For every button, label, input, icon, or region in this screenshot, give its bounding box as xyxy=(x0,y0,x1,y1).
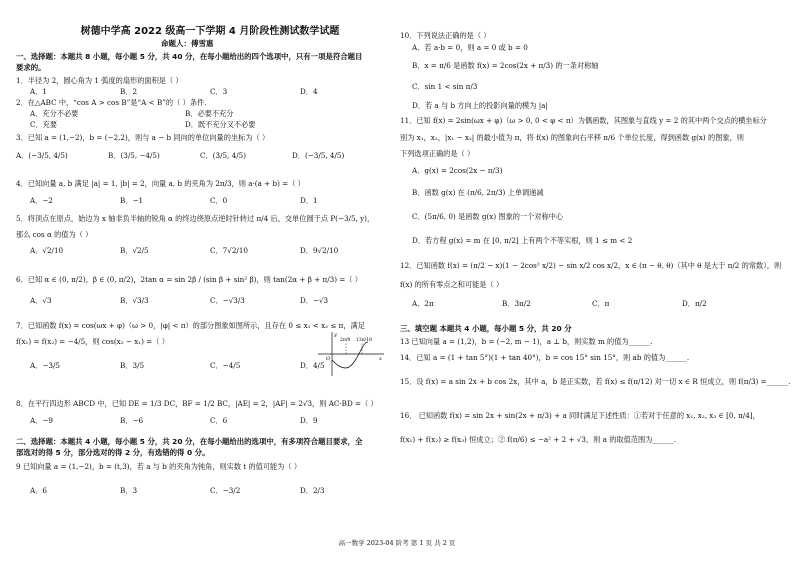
question-2-options-row2 xyxy=(30,121,255,129)
option: D．4/5 xyxy=(300,361,325,370)
question-12-options xyxy=(412,300,707,308)
option: A．−9 xyxy=(30,416,53,425)
option: D．2/3 xyxy=(300,486,325,495)
option: C．−√3/3 xyxy=(210,296,245,305)
option: B．−1 xyxy=(120,196,144,205)
question-10-option-b: B．x = π/6 是函数 f(x) = 2cos(2x + π/3) 的一条对称轴 xyxy=(412,61,599,70)
option: B．√2/5 xyxy=(120,246,149,255)
option: C．3 xyxy=(210,87,228,96)
question-16: 16． 已知函数 f(x) = sin 2x + sin(2x + π/3) + a 同时满足下述性质：①若对于任意的 x₁, x₂, x₃ ∈ [0, π/4]， xyxy=(400,411,760,420)
option: B．3/5 xyxy=(120,361,145,370)
question-11-option-b: B．函数 g(x) 在 (π/6, 2π/3) 上单调递减 xyxy=(412,188,544,197)
option: C．0 xyxy=(210,196,228,205)
option: B．3 xyxy=(120,486,138,495)
section1-heading: 一、选择题：本题共 8 小题，每小题 5 分，共 40 分，在每小题给出的四个选项中，只有一项是符合题目 xyxy=(16,52,363,61)
question-1-options xyxy=(30,88,318,96)
option: D．4 xyxy=(300,87,318,96)
question-7-options xyxy=(30,362,325,370)
question-9-options xyxy=(30,487,325,495)
question-6-options xyxy=(30,297,328,305)
page-footer: 高一数学 2023-04 阶考 第 1 页 共 2 页 xyxy=(338,539,456,547)
question-5-options xyxy=(30,247,338,255)
question-9: 9 已知向量 a = (1,−2)，b = (t,3)，若 a 与 b 的夹角为钝角，则实数 t 的值可能为（ ） xyxy=(16,462,302,471)
question-11-option-c: C．(5π/6, 0) 是函数 g(x) 图象的一个对称中心 xyxy=(412,212,564,221)
option: A．充分不必要 xyxy=(30,109,79,118)
question-15: 15．设 f(x) = a sin 2x + b cos 2x，其中 a，b 是正实数，若 f(x) ≤ f(π/12) 对一切 x ∈ R 恒成立，则 f(π/3) =______. xyxy=(400,377,791,386)
graph-tick-label: 2π/9 xyxy=(340,338,351,343)
option: A．2π xyxy=(412,299,434,308)
question-5: 5．将顶点在原点，始边为 x 轴非负半轴的锐角 α 的终边绕原点逆时针转过 π/4 后，交单位圆于点 P(−3/5, y)， xyxy=(16,214,375,223)
option: D．(−3/5, 4/5) xyxy=(292,151,345,160)
question-5-line2: 那么 cos α 的值为（ ） xyxy=(16,230,93,239)
question-7: 7．已知函数 f(x) = cos(ωx + φ)（ω > 0，|φ| < π）的部分图象如图所示，且存在 0 ≤ x₁ < x₂ ≤ π，满足 xyxy=(16,321,365,330)
section2-heading: 二、选择题：本题共 4 小题，每小题 5 分，共 20 分，在每小题给出的选项中，有多项符合题目要求，全 xyxy=(16,437,363,446)
section3-heading: 三、填空题 本题共 4 小题，每小题 5 分，共 20 分 xyxy=(400,324,572,333)
question-11: 11．已知 f(x) = 2sin(ωx + φ)（ω > 0, 0 < φ < π）为偶函数，其图象与直线 y = 2 的其中两个交点的横坐标分 xyxy=(400,116,767,125)
option: D．9 xyxy=(300,416,318,425)
option: A．1 xyxy=(30,87,47,96)
question-6: 6．已知 α ∈ (0, π/2)，β ∈ (0, π/2)，2tan α = sin 2β / (sin β + sin² β)，则 tan(2α + β + π/3) =（ ） xyxy=(16,275,362,284)
option: A．√2/10 xyxy=(30,246,64,255)
option: B．2 xyxy=(120,87,138,96)
option: C．7√2/10 xyxy=(210,246,248,255)
question-3: 3．已知 a = (1,−2)，b = (−2,2)，则与 a − b 同向的单位向量的坐标为（ ） xyxy=(16,133,270,142)
option: B．必要不充分 xyxy=(185,109,234,118)
question-1: 1．半径为 2，圆心角为 1 弧度的扇形的面积是（ ） xyxy=(16,76,183,85)
question-11-option-d: D．若方程 g(x) = m 在 [0, π/2] 上有两个不等实根，则 1 ≤ m < 2 xyxy=(412,236,633,245)
option: D．既不充分又不必要 xyxy=(185,120,256,129)
option: C．−3/2 xyxy=(210,486,241,495)
option: B．−6 xyxy=(120,416,144,425)
question-12: 12．已知函数 f(x) = (π/2 − x)(1 − 2cos² x/2) − sin x/2 cos x/2，x ∈ (π − θ, θ)（其中 θ 是大于 π/2 的常数），则 xyxy=(400,261,782,270)
graph-x-label: x xyxy=(379,356,382,362)
section2-heading-line2: 部选对的得 5 分，部分选对的得 2 分，有选错的得 0 分。 xyxy=(16,448,210,457)
question-13: 13 已知向量 a = (1,2)，b = (−2, m − 1)，a ⊥ b，则实数 m 的值为______. xyxy=(400,337,653,346)
option: C．6 xyxy=(210,416,228,425)
question-3-options xyxy=(16,152,344,160)
option: A．−2 xyxy=(30,196,53,205)
graph-y-label: y xyxy=(334,332,337,338)
question-10-option-d: D．若 a 与 b 方向上的投影向量的模为 |a| xyxy=(412,101,548,110)
question-12-line2: f(x) 的所有零点之和可能是（ ） xyxy=(400,280,504,289)
option: C．(3/5, 4/5) xyxy=(200,151,246,160)
cosine-curve xyxy=(332,342,368,368)
question-11-option-a: A．g(x) = 2cos(2x − π/3) xyxy=(412,166,503,175)
option: A．−3/5 xyxy=(30,361,60,370)
option: B．√3/3 xyxy=(120,296,149,305)
option: A．√3 xyxy=(30,296,52,305)
question-4: 4．已知向量 a, b 满足 |a| = 1, |b| = 2，向量 a, b 的夹角为 2π/3，则 a·(a + b) =（ ） xyxy=(16,179,305,188)
question-8-options xyxy=(30,417,318,425)
cosine-graph-figure xyxy=(316,330,386,378)
section1-heading-line2: 要求的。 xyxy=(16,63,46,72)
graph-tick-label: 13π/18 xyxy=(356,338,372,343)
question-4-options xyxy=(30,197,318,205)
option: D．−√3 xyxy=(300,296,329,305)
option: C．π xyxy=(592,299,610,308)
option: C．充要 xyxy=(30,120,58,129)
option: D．9√2/10 xyxy=(300,246,339,255)
option: B．3π/2 xyxy=(502,299,531,308)
option: B．(3/5, −4/5) xyxy=(108,151,160,160)
option: D．1 xyxy=(300,196,318,205)
question-11-line3: 下列选项正确的是（ ） xyxy=(400,149,475,158)
question-14: 14．已知 a = (1 + tan 5°)(1 + tan 40°)，b = cos 15° sin 15°，则 ab 的值为______. xyxy=(400,353,690,362)
option: D．π/2 xyxy=(682,299,707,308)
question-8: 8．在平行四边形 ABCD 中，已知 DE = 1/3 DC，BF = 1/2 BC，|AE| = 2，|AF| = 2√3，则 AC·BD =（ ） xyxy=(16,399,378,408)
question-2-options-row1 xyxy=(30,110,233,118)
question-7-line2: f(x₁) = f(x₂) = −4/5，则 cos(x₂ − x₁) =（ ） xyxy=(16,337,169,346)
graph-origin-label: O xyxy=(326,356,331,362)
question-10-option-a: A．若 a·b = 0，则 a = 0 或 b = 0 xyxy=(412,43,528,52)
option: C．−4/5 xyxy=(210,361,241,370)
question-11-line2: 别为 x₁，x₂，|x₁ − x₂| 的最小值为 π，将 f(x) 的图象向右平移 π/6 个单位长度，得到函数 g(x) 的图象，则 xyxy=(400,133,744,142)
page-title: 树德中学高 2022 级高一下学期 4 月阶段性测试数学试题 xyxy=(80,26,340,37)
option: A．6 xyxy=(30,486,47,495)
question-16-line2: f(x₁) + f(x₂) ≥ f(x₃) 恒成立；② f(π/6) ≤ −a² + 2 + √3，则 a 的取值范围为______. xyxy=(400,435,677,444)
question-10: 10．下列说法正确的是（ ） xyxy=(400,31,491,40)
question-2: 2．在△ABC 中，“cos A > cos B”是“A < B”的（ ）条件. xyxy=(16,98,207,107)
question-10-option-c: C．sin 1 < sin π/3 xyxy=(412,82,478,91)
option: A．(−3/5, 4/5) xyxy=(16,151,68,160)
exam-author: 命题人：傅雪惠 xyxy=(161,39,214,48)
